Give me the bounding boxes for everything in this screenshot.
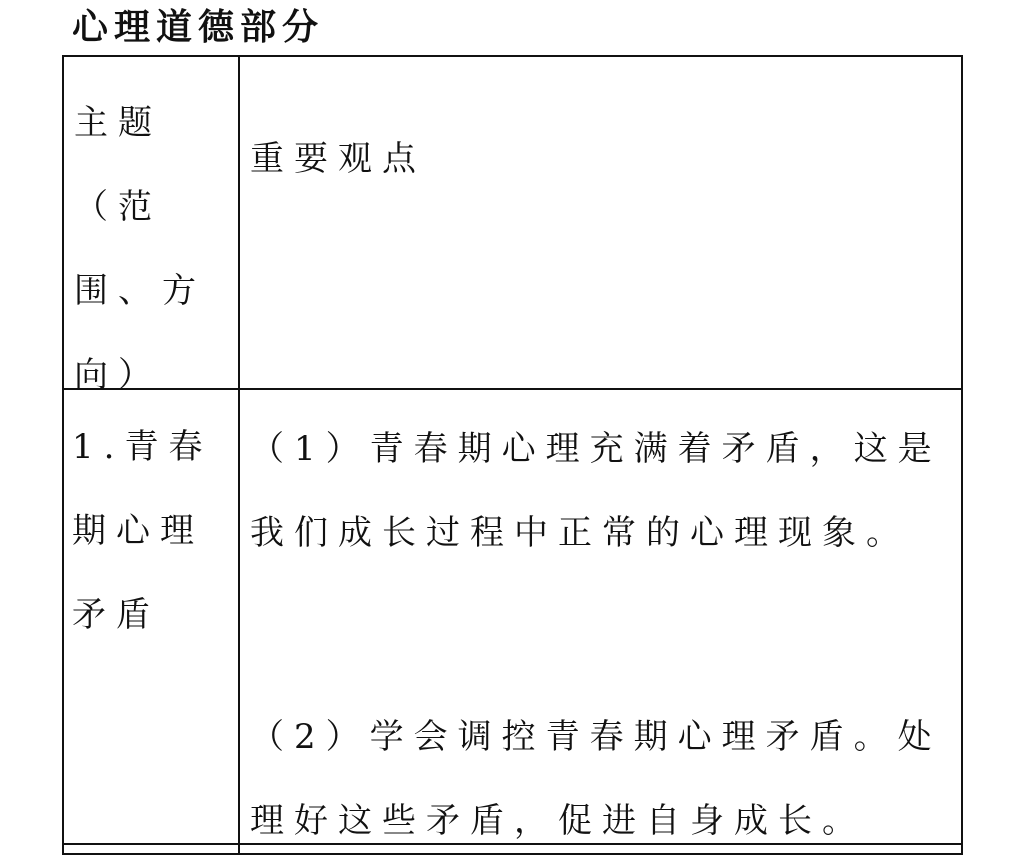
table-column-divider xyxy=(238,57,240,853)
row-point-2: （2）学会调控青春期心理矛盾。处理好这些矛盾，促进自身成长。 xyxy=(250,717,942,841)
row-point-1: （1）青春期心理充满着矛盾，这是我们成长过程中正常的心理现象。 xyxy=(250,429,942,553)
page-title: 心理道德部分 xyxy=(72,6,325,48)
row-topic: 1.青春期心理矛盾 xyxy=(72,427,213,635)
content-table xyxy=(62,55,963,855)
header-points-label: 重要观点 xyxy=(250,139,426,179)
header-topic-label: 主题（范围、方向） xyxy=(74,103,206,395)
